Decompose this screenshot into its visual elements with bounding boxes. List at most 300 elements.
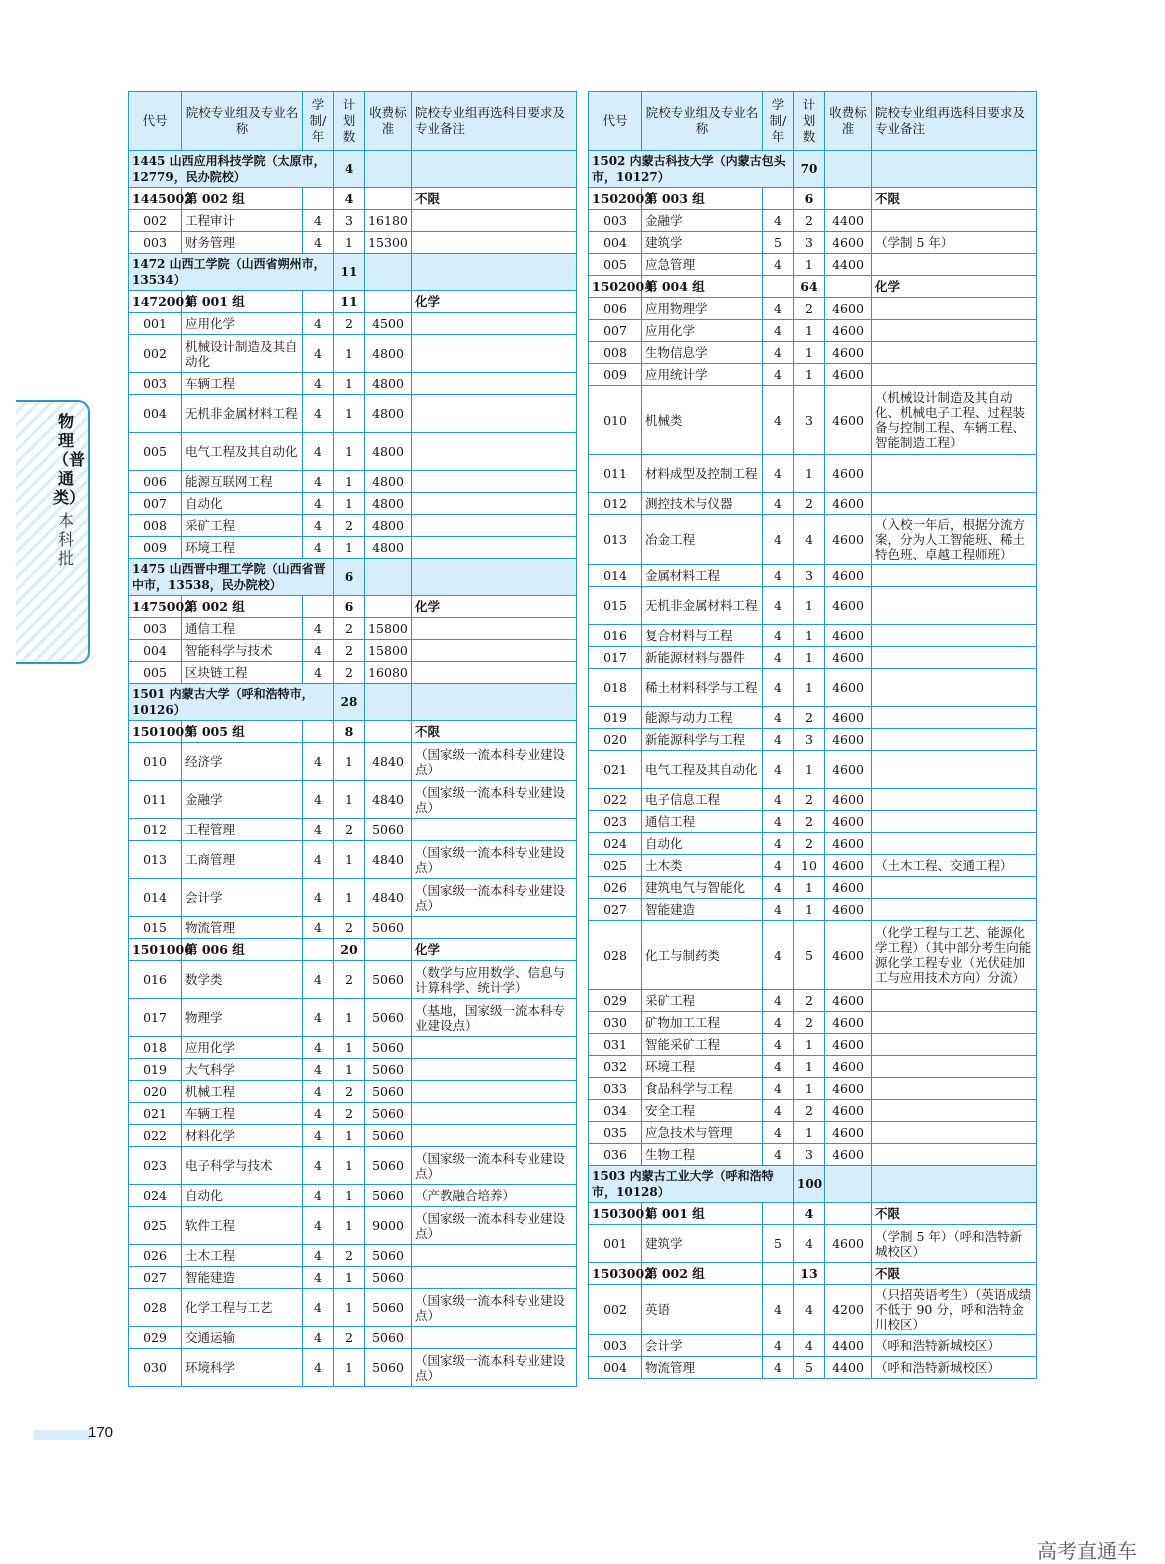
school-plan: 11 bbox=[334, 254, 365, 291]
school-plan: 28 bbox=[334, 684, 365, 721]
major-fee: 4600 bbox=[825, 232, 872, 254]
major-row bbox=[129, 1081, 577, 1103]
major-note bbox=[872, 729, 1037, 751]
major-years: 4 bbox=[303, 515, 334, 537]
major-code: 002 bbox=[129, 335, 182, 373]
major-name: 金属材料工程 bbox=[642, 565, 763, 587]
group-years-cell bbox=[303, 596, 334, 618]
major-fee: 4600 bbox=[825, 1012, 872, 1034]
major-row bbox=[129, 1289, 577, 1327]
major-note: （国家级一流本科专业建设点） bbox=[412, 1349, 577, 1387]
major-code: 011 bbox=[129, 781, 182, 819]
major-name: 财务管理 bbox=[182, 232, 303, 254]
major-fee: 4840 bbox=[365, 879, 412, 917]
major-row bbox=[129, 640, 577, 662]
major-row bbox=[589, 789, 1037, 811]
major-name: 建筑电气与智能化 bbox=[642, 877, 763, 899]
major-years: 4 bbox=[763, 1144, 794, 1166]
major-row bbox=[129, 917, 577, 939]
major-note: （呼和浩特新城校区） bbox=[872, 1357, 1037, 1379]
major-row bbox=[589, 1144, 1037, 1166]
major-row bbox=[129, 1327, 577, 1349]
major-row bbox=[589, 647, 1037, 669]
major-fee: 4600 bbox=[825, 990, 872, 1012]
major-code: 025 bbox=[129, 1207, 182, 1245]
major-plan: 1 bbox=[334, 1289, 365, 1327]
major-name: 环境工程 bbox=[182, 537, 303, 559]
major-plan: 1 bbox=[794, 751, 825, 789]
major-code: 003 bbox=[129, 618, 182, 640]
major-fee: 4600 bbox=[825, 899, 872, 921]
major-code: 018 bbox=[589, 669, 642, 707]
major-plan: 3 bbox=[794, 565, 825, 587]
school-fee-cell bbox=[365, 559, 412, 596]
major-years: 4 bbox=[303, 841, 334, 879]
major-code: 010 bbox=[589, 386, 642, 455]
major-note bbox=[412, 662, 577, 684]
major-note bbox=[412, 493, 577, 515]
major-note bbox=[412, 1125, 577, 1147]
header-note: 院校专业组再选科目要求及专业备注 bbox=[412, 92, 577, 151]
major-years: 4 bbox=[763, 669, 794, 707]
major-years: 4 bbox=[303, 781, 334, 819]
major-fee: 4400 bbox=[825, 1357, 872, 1379]
group-plan: 64 bbox=[794, 276, 825, 298]
major-plan: 2 bbox=[794, 1012, 825, 1034]
major-years: 4 bbox=[763, 298, 794, 320]
major-name: 会计学 bbox=[642, 1335, 763, 1357]
major-plan: 2 bbox=[334, 618, 365, 640]
major-name: 物理学 bbox=[182, 999, 303, 1037]
major-code: 009 bbox=[589, 364, 642, 386]
major-years: 4 bbox=[303, 1185, 334, 1207]
major-note: （国家级一流本科专业建设点） bbox=[412, 879, 577, 917]
group-row bbox=[589, 1263, 1037, 1285]
major-years: 4 bbox=[303, 1081, 334, 1103]
major-years: 4 bbox=[763, 1122, 794, 1144]
major-plan: 5 bbox=[794, 921, 825, 990]
major-fee: 15300 bbox=[365, 232, 412, 254]
group-plan: 6 bbox=[794, 188, 825, 210]
major-years: 4 bbox=[763, 320, 794, 342]
major-note: （呼和浩特新城校区） bbox=[872, 1335, 1037, 1357]
major-fee: 4600 bbox=[825, 1144, 872, 1166]
school-name: 1502 内蒙古科技大学（内蒙古包头市，10127） bbox=[589, 151, 794, 188]
group-name: 第 002 组 bbox=[642, 1263, 763, 1285]
major-row bbox=[129, 961, 577, 999]
major-code: 004 bbox=[589, 1357, 642, 1379]
major-name: 采矿工程 bbox=[642, 990, 763, 1012]
group-plan: 11 bbox=[334, 291, 365, 313]
major-plan: 1 bbox=[794, 899, 825, 921]
major-code: 006 bbox=[129, 471, 182, 493]
major-years: 4 bbox=[763, 729, 794, 751]
major-name: 智能采矿工程 bbox=[642, 1034, 763, 1056]
table-body-right bbox=[589, 151, 1037, 1379]
major-code: 036 bbox=[589, 1144, 642, 1166]
major-code: 015 bbox=[129, 917, 182, 939]
major-row bbox=[589, 515, 1037, 565]
major-plan: 3 bbox=[794, 232, 825, 254]
major-name: 无机非金属材料工程 bbox=[182, 395, 303, 433]
major-fee: 5060 bbox=[365, 1081, 412, 1103]
major-fee: 4600 bbox=[825, 1056, 872, 1078]
page-number-bar bbox=[34, 1430, 90, 1440]
header-name: 院校专业组及专业名称 bbox=[642, 92, 763, 151]
major-fee: 4800 bbox=[365, 515, 412, 537]
major-fee: 5060 bbox=[365, 1037, 412, 1059]
school-plan: 4 bbox=[334, 151, 365, 188]
major-plan: 2 bbox=[334, 819, 365, 841]
major-years: 4 bbox=[303, 1267, 334, 1289]
major-name: 复合材料与工程 bbox=[642, 625, 763, 647]
group-row bbox=[129, 721, 577, 743]
major-code: 018 bbox=[129, 1037, 182, 1059]
group-row bbox=[589, 276, 1037, 298]
major-name: 环境工程 bbox=[642, 1056, 763, 1078]
group-subject-requirement: 不限 bbox=[872, 188, 1037, 210]
header-code: 代号 bbox=[129, 92, 182, 151]
major-code: 011 bbox=[589, 455, 642, 493]
major-plan: 2 bbox=[334, 917, 365, 939]
school-row bbox=[129, 559, 577, 596]
major-note bbox=[872, 1078, 1037, 1100]
major-name: 生物信息学 bbox=[642, 342, 763, 364]
major-note: （基地，国家级一流本科专业建设点） bbox=[412, 999, 577, 1037]
major-note bbox=[872, 210, 1037, 232]
major-note bbox=[872, 1056, 1037, 1078]
major-row bbox=[589, 1285, 1037, 1335]
group-name: 第 001 组 bbox=[642, 1203, 763, 1225]
major-fee: 4400 bbox=[825, 254, 872, 276]
group-years-cell bbox=[303, 188, 334, 210]
major-name: 材料成型及控制工程 bbox=[642, 455, 763, 493]
table-header bbox=[129, 92, 577, 151]
major-name: 工商管理 bbox=[182, 841, 303, 879]
major-fee: 4600 bbox=[825, 811, 872, 833]
major-plan: 2 bbox=[794, 298, 825, 320]
group-years-cell bbox=[303, 291, 334, 313]
major-name: 智能建造 bbox=[642, 899, 763, 921]
table-body-left bbox=[129, 151, 577, 1387]
major-row bbox=[589, 751, 1037, 789]
major-years: 4 bbox=[303, 1207, 334, 1245]
major-row bbox=[589, 320, 1037, 342]
major-name: 金融学 bbox=[642, 210, 763, 232]
major-years: 4 bbox=[303, 662, 334, 684]
major-plan: 1 bbox=[334, 433, 365, 471]
major-plan: 1 bbox=[334, 1349, 365, 1387]
school-note-cell bbox=[412, 559, 577, 596]
major-fee: 4800 bbox=[365, 537, 412, 559]
major-plan: 2 bbox=[794, 811, 825, 833]
major-code: 003 bbox=[589, 1335, 642, 1357]
major-row bbox=[129, 781, 577, 819]
major-plan: 1 bbox=[334, 335, 365, 373]
group-subject-requirement: 不限 bbox=[412, 721, 577, 743]
major-name: 能源与动力工程 bbox=[642, 707, 763, 729]
group-name: 第 002 组 bbox=[182, 188, 303, 210]
major-note bbox=[872, 1144, 1037, 1166]
major-name: 土木类 bbox=[642, 855, 763, 877]
major-plan: 2 bbox=[334, 640, 365, 662]
major-plan: 1 bbox=[794, 342, 825, 364]
group-subject-requirement: 化学 bbox=[412, 939, 577, 961]
major-code: 002 bbox=[129, 210, 182, 232]
major-plan: 2 bbox=[794, 833, 825, 855]
major-note bbox=[412, 335, 577, 373]
major-note bbox=[872, 455, 1037, 493]
major-years: 4 bbox=[763, 587, 794, 625]
major-plan: 1 bbox=[794, 320, 825, 342]
major-years: 4 bbox=[763, 455, 794, 493]
major-code: 013 bbox=[589, 515, 642, 565]
major-code: 022 bbox=[129, 1125, 182, 1147]
major-code: 028 bbox=[589, 921, 642, 990]
major-note: （土木工程、交通工程） bbox=[872, 855, 1037, 877]
major-name: 应用统计学 bbox=[642, 364, 763, 386]
major-years: 4 bbox=[763, 254, 794, 276]
major-row bbox=[589, 1012, 1037, 1034]
group-years-cell bbox=[763, 1263, 794, 1285]
header-code: 代号 bbox=[589, 92, 642, 151]
major-note: （国家级一流本科专业建设点） bbox=[412, 781, 577, 819]
school-row bbox=[589, 1166, 1037, 1203]
major-note bbox=[412, 1081, 577, 1103]
group-name: 第 004 组 bbox=[642, 276, 763, 298]
major-fee: 5060 bbox=[365, 1245, 412, 1267]
major-note bbox=[872, 625, 1037, 647]
major-plan: 2 bbox=[334, 961, 365, 999]
major-years: 4 bbox=[763, 855, 794, 877]
major-code: 007 bbox=[129, 493, 182, 515]
major-years: 4 bbox=[763, 565, 794, 587]
major-row bbox=[129, 618, 577, 640]
major-code: 005 bbox=[129, 662, 182, 684]
group-code: 1503002 bbox=[589, 1263, 642, 1285]
major-fee: 4600 bbox=[825, 493, 872, 515]
major-years: 4 bbox=[303, 1103, 334, 1125]
major-fee: 4600 bbox=[825, 729, 872, 751]
major-name: 无机非金属材料工程 bbox=[642, 587, 763, 625]
major-name: 土木工程 bbox=[182, 1245, 303, 1267]
major-note: （学制 5 年）（呼和浩特新城校区） bbox=[872, 1225, 1037, 1263]
major-fee: 4600 bbox=[825, 386, 872, 455]
school-name: 1445 山西应用科技学院（太原市，12779，民办院校） bbox=[129, 151, 334, 188]
major-code: 013 bbox=[129, 841, 182, 879]
admission-table-right bbox=[588, 91, 1037, 1379]
major-note bbox=[412, 1267, 577, 1289]
group-fee-cell bbox=[365, 291, 412, 313]
major-code: 026 bbox=[129, 1245, 182, 1267]
major-note bbox=[872, 364, 1037, 386]
group-subject-requirement: 化学 bbox=[412, 291, 577, 313]
major-row bbox=[589, 707, 1037, 729]
table-header bbox=[589, 92, 1037, 151]
school-name: 1472 山西工学院（山西省朔州市，13534） bbox=[129, 254, 334, 291]
major-plan: 2 bbox=[334, 1081, 365, 1103]
major-fee: 4500 bbox=[365, 313, 412, 335]
major-fee: 16180 bbox=[365, 210, 412, 232]
major-note bbox=[872, 1100, 1037, 1122]
major-plan: 2 bbox=[794, 707, 825, 729]
major-plan: 2 bbox=[794, 210, 825, 232]
major-fee: 5060 bbox=[365, 819, 412, 841]
major-name: 测控技术与仪器 bbox=[642, 493, 763, 515]
major-years: 4 bbox=[303, 1245, 334, 1267]
major-name: 应用化学 bbox=[182, 1037, 303, 1059]
major-name: 车辆工程 bbox=[182, 373, 303, 395]
major-note bbox=[872, 493, 1037, 515]
major-years: 4 bbox=[303, 373, 334, 395]
major-row bbox=[589, 855, 1037, 877]
major-note bbox=[872, 342, 1037, 364]
school-fee-cell bbox=[365, 254, 412, 291]
major-years: 4 bbox=[763, 364, 794, 386]
major-note bbox=[412, 1037, 577, 1059]
major-code: 016 bbox=[589, 625, 642, 647]
group-years-cell bbox=[303, 721, 334, 743]
group-subject-requirement: 不限 bbox=[872, 1263, 1037, 1285]
major-code: 002 bbox=[589, 1285, 642, 1335]
major-row bbox=[589, 232, 1037, 254]
major-fee: 4600 bbox=[825, 1034, 872, 1056]
major-years: 5 bbox=[763, 1225, 794, 1263]
school-name: 1501 内蒙古大学（呼和浩特市，10126） bbox=[129, 684, 334, 721]
major-fee: 4800 bbox=[365, 395, 412, 433]
major-plan: 1 bbox=[334, 1125, 365, 1147]
major-name: 会计学 bbox=[182, 879, 303, 917]
major-note bbox=[412, 515, 577, 537]
major-fee: 5060 bbox=[365, 1185, 412, 1207]
major-years: 4 bbox=[763, 1100, 794, 1122]
major-fee: 4600 bbox=[825, 320, 872, 342]
side-tab-label bbox=[53, 412, 86, 568]
major-fee: 16080 bbox=[365, 662, 412, 684]
major-years: 4 bbox=[303, 1059, 334, 1081]
major-code: 021 bbox=[589, 751, 642, 789]
major-row bbox=[589, 1056, 1037, 1078]
major-years: 4 bbox=[763, 625, 794, 647]
major-name: 应急管理 bbox=[642, 254, 763, 276]
group-code: 1472001 bbox=[129, 291, 182, 313]
major-years: 4 bbox=[303, 493, 334, 515]
group-plan: 13 bbox=[794, 1263, 825, 1285]
major-name: 工程管理 bbox=[182, 819, 303, 841]
major-years: 4 bbox=[303, 313, 334, 335]
major-row bbox=[589, 298, 1037, 320]
major-years: 4 bbox=[303, 210, 334, 232]
major-plan: 1 bbox=[334, 1059, 365, 1081]
major-note: （国家级一流本科专业建设点） bbox=[412, 1147, 577, 1185]
major-code: 029 bbox=[129, 1327, 182, 1349]
major-plan: 1 bbox=[334, 1147, 365, 1185]
major-note bbox=[412, 1103, 577, 1125]
major-row bbox=[129, 879, 577, 917]
major-note bbox=[872, 647, 1037, 669]
major-fee: 5060 bbox=[365, 1289, 412, 1327]
major-note: （数学与应用数学、信息与计算科学、统计学） bbox=[412, 961, 577, 999]
major-code: 005 bbox=[589, 254, 642, 276]
major-name: 能源互联网工程 bbox=[182, 471, 303, 493]
major-years: 4 bbox=[763, 493, 794, 515]
major-fee: 9000 bbox=[365, 1207, 412, 1245]
major-row bbox=[589, 877, 1037, 899]
major-plan: 4 bbox=[794, 1335, 825, 1357]
school-plan: 100 bbox=[794, 1166, 825, 1203]
major-years: 4 bbox=[763, 1056, 794, 1078]
major-name: 应用物理学 bbox=[642, 298, 763, 320]
side-tab-category: 物理（普通类） bbox=[53, 412, 86, 507]
major-fee: 4840 bbox=[365, 743, 412, 781]
major-years: 4 bbox=[303, 471, 334, 493]
major-note bbox=[872, 587, 1037, 625]
major-code: 023 bbox=[129, 1147, 182, 1185]
major-fee: 4600 bbox=[825, 1078, 872, 1100]
major-name: 车辆工程 bbox=[182, 1103, 303, 1125]
major-name: 智能科学与技术 bbox=[182, 640, 303, 662]
major-plan: 2 bbox=[334, 515, 365, 537]
major-code: 003 bbox=[129, 373, 182, 395]
major-fee: 4600 bbox=[825, 789, 872, 811]
major-row bbox=[129, 335, 577, 373]
major-years: 4 bbox=[763, 751, 794, 789]
major-fee: 5060 bbox=[365, 1103, 412, 1125]
school-fee-cell bbox=[365, 684, 412, 721]
major-fee: 4600 bbox=[825, 342, 872, 364]
school-row bbox=[129, 151, 577, 188]
major-fee: 4840 bbox=[365, 781, 412, 819]
major-fee: 5060 bbox=[365, 1349, 412, 1387]
header-years: 学制/年 bbox=[303, 92, 334, 151]
major-row bbox=[129, 1059, 577, 1081]
major-row bbox=[589, 899, 1037, 921]
major-code: 031 bbox=[589, 1034, 642, 1056]
major-note: （国家级一流本科专业建设点） bbox=[412, 1207, 577, 1245]
group-plan: 20 bbox=[334, 939, 365, 961]
major-code: 009 bbox=[129, 537, 182, 559]
group-row bbox=[129, 939, 577, 961]
major-note bbox=[872, 1122, 1037, 1144]
header-note: 院校专业组再选科目要求及专业备注 bbox=[872, 92, 1037, 151]
major-code: 016 bbox=[129, 961, 182, 999]
major-fee: 4600 bbox=[825, 647, 872, 669]
major-name: 建筑学 bbox=[642, 232, 763, 254]
major-years: 4 bbox=[763, 990, 794, 1012]
major-code: 022 bbox=[589, 789, 642, 811]
school-row bbox=[129, 254, 577, 291]
major-years: 4 bbox=[763, 210, 794, 232]
group-code: 1501005 bbox=[129, 721, 182, 743]
major-years: 4 bbox=[303, 1147, 334, 1185]
major-name: 通信工程 bbox=[182, 618, 303, 640]
header-years: 学制/年 bbox=[763, 92, 794, 151]
major-row bbox=[129, 662, 577, 684]
major-name: 大气科学 bbox=[182, 1059, 303, 1081]
major-code: 010 bbox=[129, 743, 182, 781]
group-plan: 4 bbox=[794, 1203, 825, 1225]
major-name: 采矿工程 bbox=[182, 515, 303, 537]
major-plan: 4 bbox=[794, 1225, 825, 1263]
major-fee: 4600 bbox=[825, 515, 872, 565]
major-name: 食品科学与工程 bbox=[642, 1078, 763, 1100]
major-row bbox=[589, 1122, 1037, 1144]
major-years: 4 bbox=[763, 647, 794, 669]
major-plan: 1 bbox=[334, 493, 365, 515]
major-row bbox=[129, 841, 577, 879]
major-years: 4 bbox=[303, 1037, 334, 1059]
major-plan: 2 bbox=[794, 1100, 825, 1122]
